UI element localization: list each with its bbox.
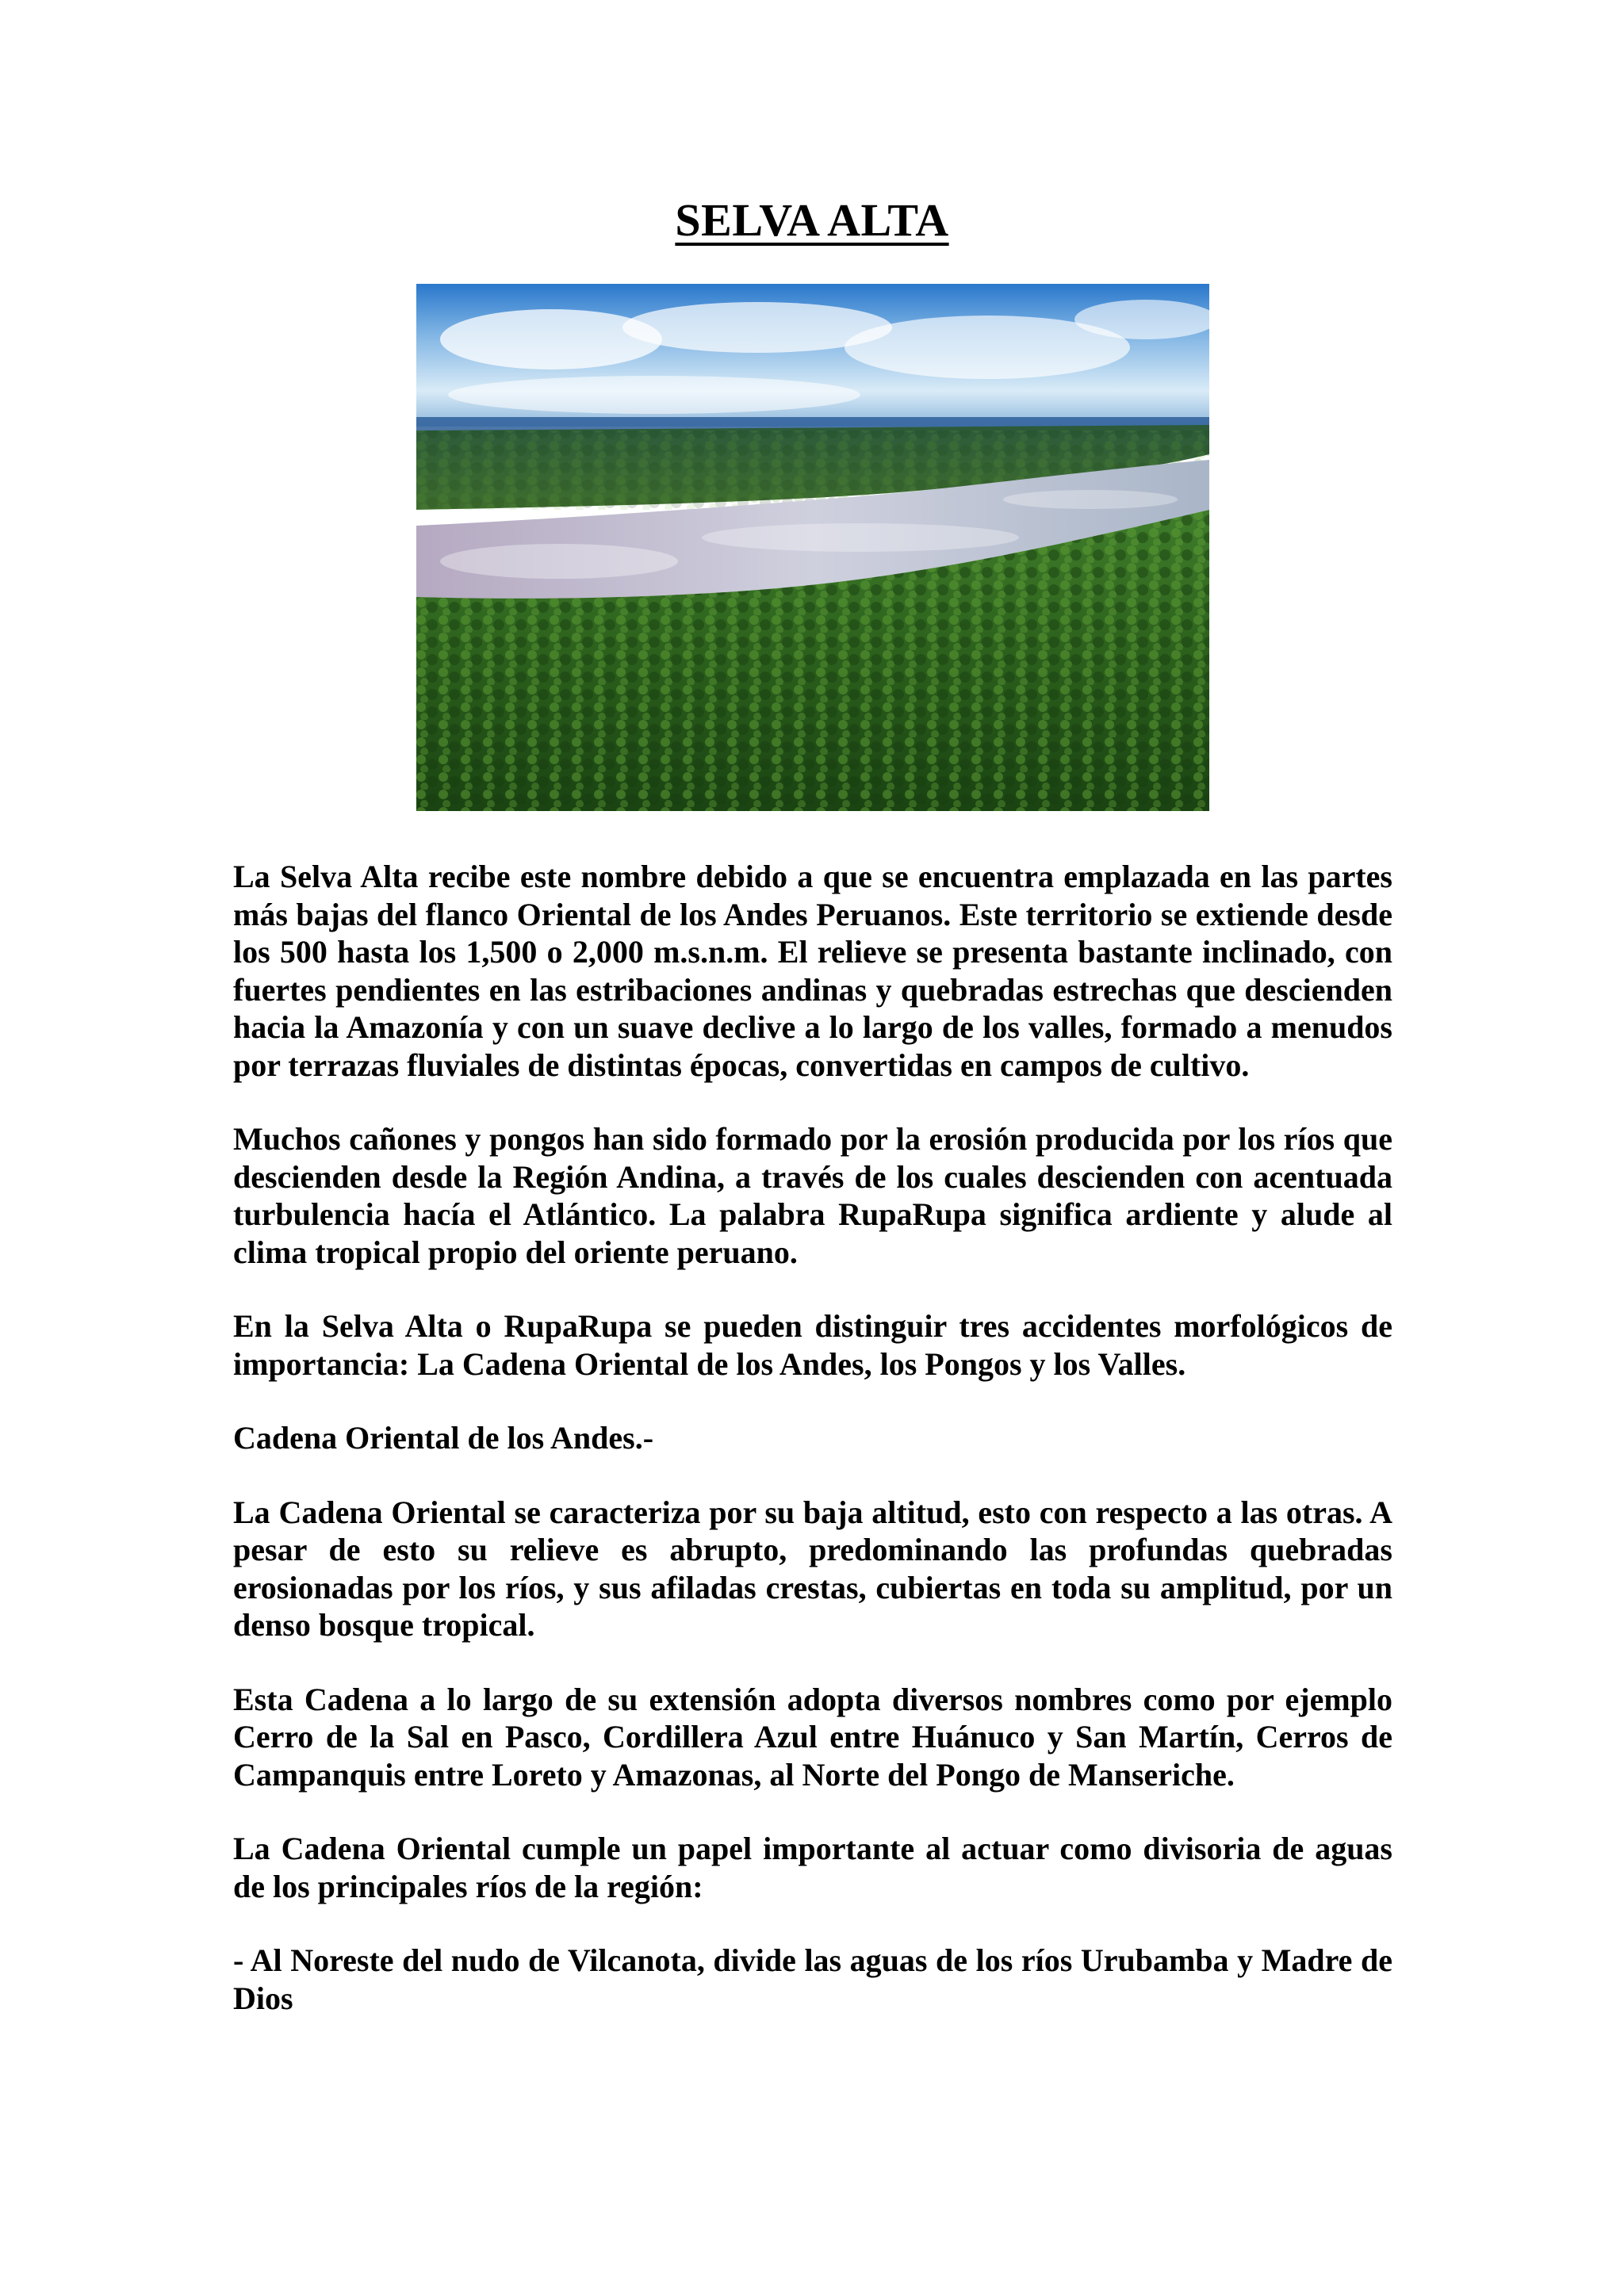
- page-title: SELVA ALTA: [675, 194, 949, 246]
- paragraph-divide: La Cadena Oriental cumple un papel importante al actuar como divisoria de aguas de los principales ríos de la región:: [233, 1831, 1392, 1904]
- section-heading: Cadena Oriental de los Andes.-: [233, 1420, 654, 1456]
- paragraph-intro: La Selva Alta recibe este nombre debido a que se encuentra emplazada en las partes más bajas del flanco Oriental de los Andes Peruanos. Este territorio se extiende desde los 500 hasta los 1,500 o 2,000 m.s.n.m. El relieve se presenta bastante inclinado, con fuertes pendientes en las estribaciones andinas y quebradas estrechas que descienden hacia la Amazonía y con un suave declive a lo largo de los valles, formado a menudos por terrazas fluviales de distintas épocas, convertidas en campos de cultivo.: [233, 859, 1392, 1083]
- list-item: - Al Noreste del nudo de Vilcanota, divide las aguas de los ríos Urubamba y Madre de Dios: [233, 1942, 1392, 2016]
- paragraph-canyons: Muchos cañones y pongos han sido formado por la erosión producida por los ríos que descienden desde la Región Andina, a través de los cuales descienden con acentuada turbulencia hacía el Atlántico. La palabra RupaRupa significa ardiente y alude al clima tropical propio del oriente peruano.: [233, 1121, 1392, 1270]
- paragraph-names: Esta Cadena a lo largo de su extensión adopta diversos nombres como por ejemplo Cerro de la Sal en Pasco, Cordillera Azul entre Huánuco y San Martín, Cerros de Campanquis entre Loreto y Amazonas, al Norte del Pongo de Manseriche.: [233, 1681, 1392, 1793]
- body-text: [233, 858, 1392, 2017]
- paragraph-cadena: La Cadena Oriental se caracteriza por su baja altitud, esto con respecto a las otras. A pesar de esto su relieve es abrupto, predominando las profundas quebradas erosionadas por los ríos, y sus afiladas crestas, cubiertas en toda su amplitud, por un denso bosque tropical.: [233, 1494, 1392, 1643]
- rainforest-river-aerial-photo: [416, 284, 1209, 811]
- paragraph-features: En la Selva Alta o RupaRupa se pueden distinguir tres accidentes morfológicos de importancia: La Cadena Oriental de los Andes, los Pongos y los Valles.: [233, 1308, 1392, 1382]
